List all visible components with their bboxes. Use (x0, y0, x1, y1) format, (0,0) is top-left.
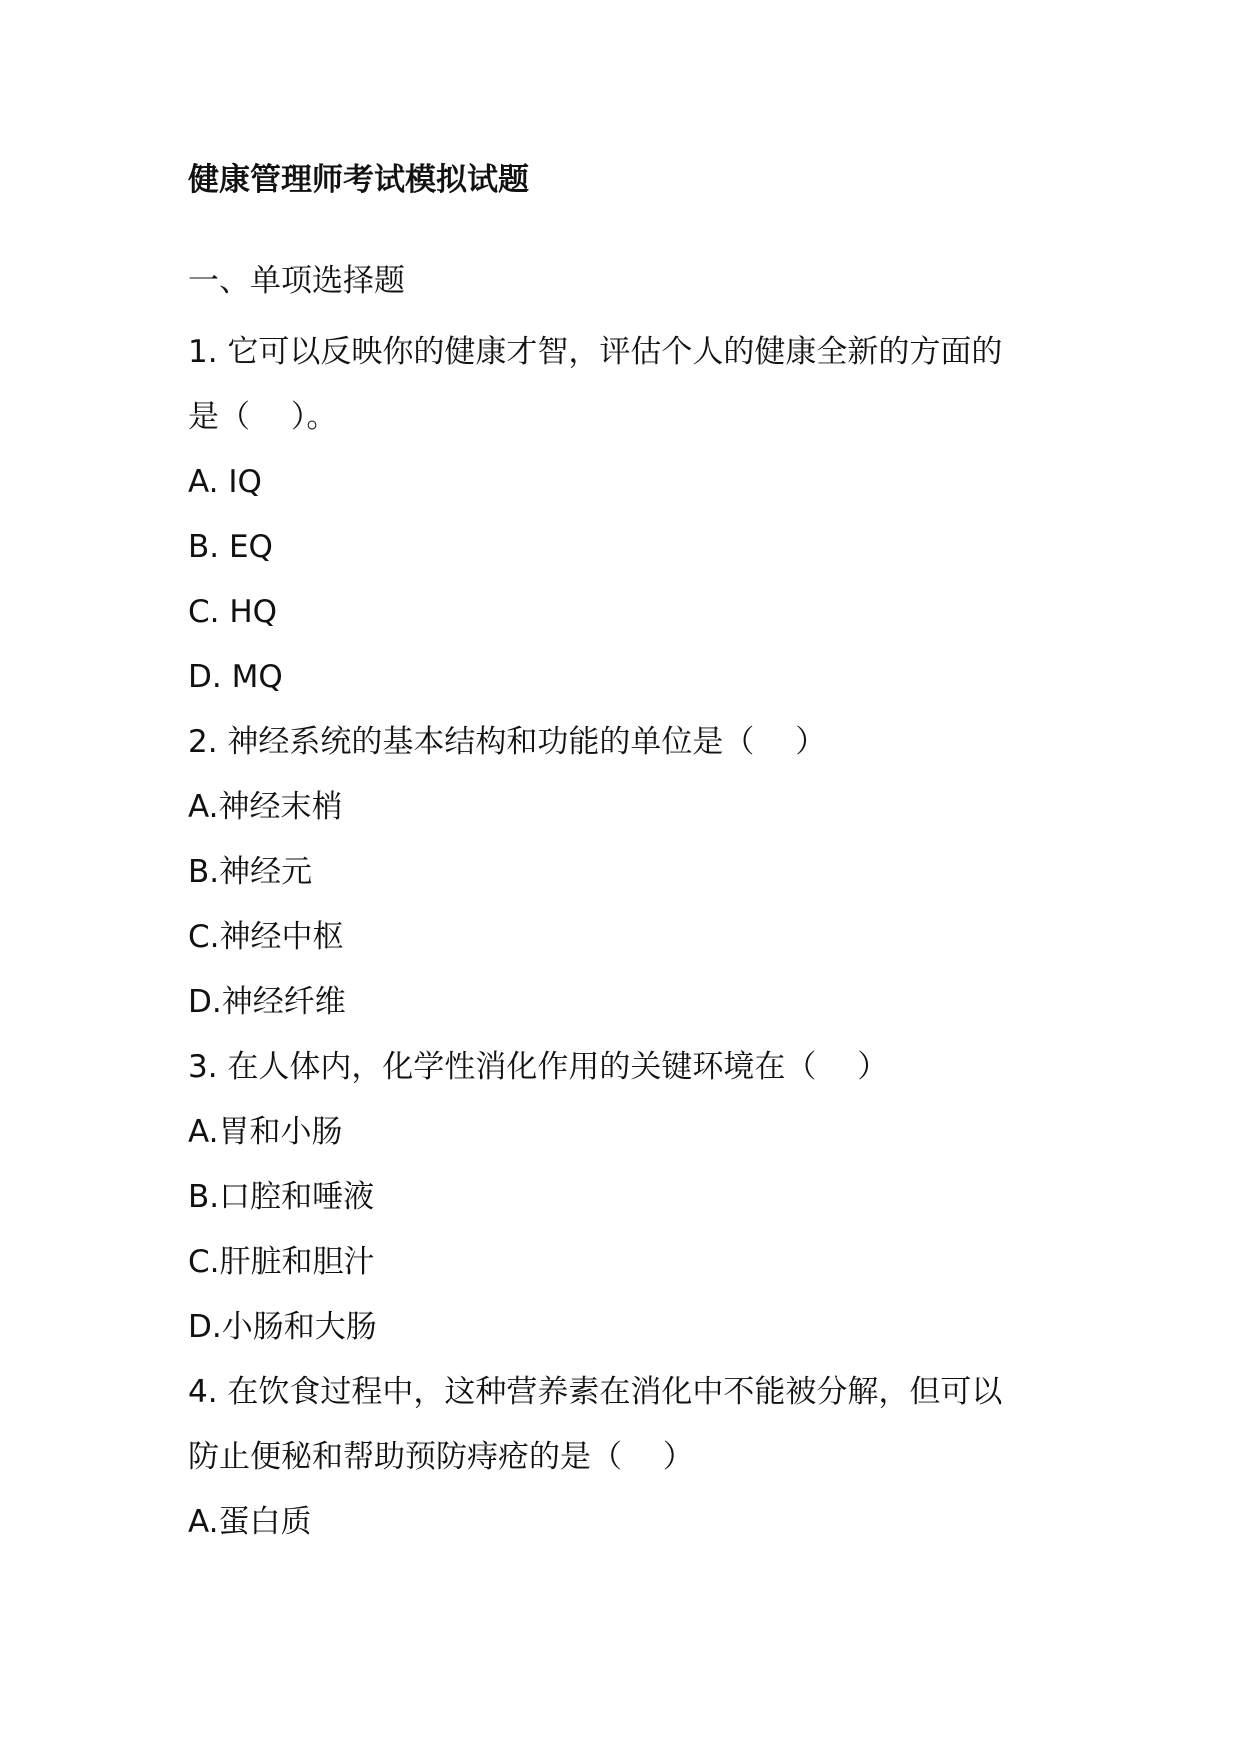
question-1-option-d: D. MQ (188, 659, 283, 695)
question-1-option-b: B. EQ (188, 529, 273, 565)
question-3-stem-line-1: 3. 在人体内，化学性消化作用的关键环境在（ ） (188, 1049, 889, 1085)
question-2-option-a: A.神经末梢 (188, 789, 343, 825)
section-heading: 一、单项选择题 (188, 263, 405, 299)
question-4-option-a: A.蛋白质 (188, 1504, 312, 1540)
question-2-option-d: D.神经纤维 (188, 984, 346, 1020)
question-list (188, 320, 1068, 1555)
question-4-stem-line-1: 4. 在饮食过程中，这种营养素在消化中不能被分解，但可以 (188, 1374, 1003, 1410)
question-1-stem-line-1: 1. 它可以反映你的健康才智，评估个人的健康全新的方面的 (188, 334, 1003, 370)
question-2-stem-line-1: 2. 神经系统的基本结构和功能的单位是（ ） (188, 724, 827, 760)
document-title: 健康管理师考试模拟试题 (188, 162, 529, 198)
question-1-option-c: C. HQ (188, 594, 278, 630)
question-1-stem-line-2: 是（ ）。 (188, 399, 338, 435)
question-2-option-c: C.神经中枢 (188, 919, 344, 955)
question-2-option-b: B.神经元 (188, 854, 313, 890)
question-3-option-b: B.口腔和唾液 (188, 1179, 375, 1215)
question-1-option-a: A. IQ (188, 464, 262, 500)
question-3-option-d: D.小肠和大肠 (188, 1309, 377, 1345)
question-4-stem-line-2: 防止便秘和帮助预防痔疮的是（ ） (188, 1439, 694, 1475)
question-3-option-a: A.胃和小肠 (188, 1114, 343, 1150)
question-3-option-c: C.肝脏和胆汁 (188, 1244, 375, 1280)
